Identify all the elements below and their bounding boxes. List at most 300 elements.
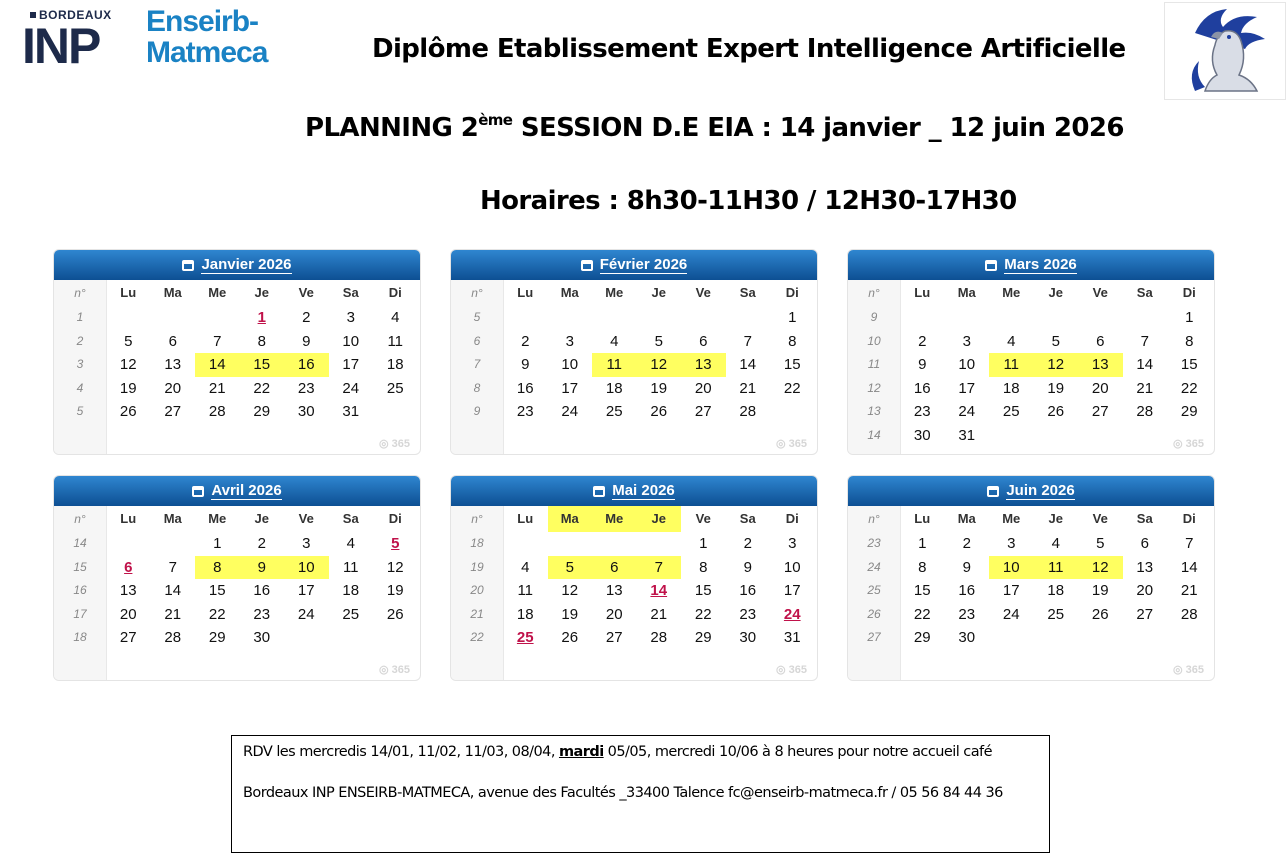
day-cell: 13 xyxy=(119,582,137,600)
day-cell: 11 xyxy=(342,558,359,576)
weekday-label: Me xyxy=(1002,511,1021,526)
weekday-label: Ve xyxy=(695,285,711,300)
week-row xyxy=(451,532,817,556)
day-cell: 26 xyxy=(650,403,668,421)
day-cell: 24 xyxy=(1002,605,1020,623)
day-cell: 10 xyxy=(958,356,976,374)
week-number: 17 xyxy=(73,606,87,621)
day-cell: 22 xyxy=(783,379,801,397)
day-cell xyxy=(900,306,945,330)
day-cell xyxy=(1078,306,1123,330)
planning-title-sup: ème xyxy=(478,111,513,129)
day-cell: 17 xyxy=(783,582,801,600)
day-cell: 2 xyxy=(257,535,266,552)
day-cell: 14 xyxy=(650,582,668,600)
month-title: Mars 2026 xyxy=(1004,256,1077,273)
day-cell: 5 xyxy=(124,332,133,350)
day-cell: 30 xyxy=(253,629,271,647)
calendar-icon xyxy=(192,486,204,497)
day-cell: 23 xyxy=(516,403,534,421)
day-cell xyxy=(1078,424,1123,448)
week-number: 10 xyxy=(867,333,881,348)
weekday-label: Lu xyxy=(517,511,534,526)
week-row xyxy=(54,579,420,603)
day-cell: 4 xyxy=(1007,332,1016,350)
day-cell: 19 xyxy=(119,379,137,397)
day-cell: 4 xyxy=(521,558,530,576)
day-cell: 9 xyxy=(240,556,285,580)
day-cell: 21 xyxy=(208,379,226,397)
day-cell xyxy=(548,532,593,556)
day-cell xyxy=(1078,626,1123,650)
day-cell: 6 xyxy=(168,332,177,350)
day-cell: 27 xyxy=(1136,605,1154,623)
calendar-month xyxy=(847,475,1215,681)
weekday-label: Je xyxy=(254,285,269,300)
day-cell: 31 xyxy=(958,426,976,444)
day-cell: 29 xyxy=(694,629,712,647)
month-title: Mai 2026 xyxy=(612,482,675,499)
day-cell xyxy=(151,532,196,556)
week-row xyxy=(54,556,420,580)
day-cell: 19 xyxy=(386,582,404,600)
day-cell xyxy=(329,626,374,650)
day-cell: 27 xyxy=(605,629,623,647)
week-number: 9 xyxy=(870,310,878,324)
day-cell: 3 xyxy=(788,535,797,552)
weekday-label: Sa xyxy=(342,285,359,300)
day-cell: 13 xyxy=(1136,558,1154,576)
day-cell: 1 xyxy=(213,535,222,552)
day-cell: 2 xyxy=(962,535,971,552)
day-cell: 10 xyxy=(783,558,801,576)
week-row xyxy=(848,377,1214,401)
week-row xyxy=(848,626,1214,650)
weekday-label: Ve xyxy=(298,511,314,526)
day-cell xyxy=(1034,424,1079,448)
day-cell: 23 xyxy=(913,403,931,421)
day-cell: 28 xyxy=(739,403,757,421)
day-cell: 25 xyxy=(1047,605,1065,623)
logo-inp-text: INP xyxy=(22,18,100,74)
day-cell: 25 xyxy=(1002,403,1020,421)
day-cell xyxy=(503,532,548,556)
week-row xyxy=(54,603,420,627)
day-cell: 26 xyxy=(1091,605,1109,623)
week-row xyxy=(451,556,817,580)
day-cell xyxy=(284,626,329,650)
day-cell: 12 xyxy=(1034,353,1079,377)
day-cell: 19 xyxy=(1091,582,1109,600)
day-cell: 29 xyxy=(913,629,931,647)
day-cell xyxy=(681,306,726,330)
day-cell: 28 xyxy=(1136,403,1154,421)
week-number: 5 xyxy=(76,404,84,419)
week-number-header: n° xyxy=(471,512,483,526)
day-cell: 4 xyxy=(346,535,355,552)
day-cell: 15 xyxy=(783,356,801,374)
day-cell: 30 xyxy=(913,426,931,444)
weekday-label: Ve xyxy=(1092,285,1108,300)
week-number: 26 xyxy=(867,606,881,621)
calendar-header xyxy=(848,476,1214,506)
weekday-label: Sa xyxy=(739,511,756,526)
week-number: 19 xyxy=(470,559,484,574)
week-row xyxy=(451,603,817,627)
day-cell: 6 xyxy=(699,332,708,350)
day-cell: 31 xyxy=(783,629,801,647)
week-row xyxy=(54,377,420,401)
day-cell: 25 xyxy=(516,629,534,647)
day-cell: 19 xyxy=(650,379,668,397)
day-cell xyxy=(1167,626,1212,650)
day-cell: 8 xyxy=(788,332,797,350)
day-cell: 24 xyxy=(561,403,579,421)
day-cell: 16 xyxy=(913,379,931,397)
day-cell: 10 xyxy=(284,556,329,580)
day-cell: 26 xyxy=(1047,403,1065,421)
day-cell xyxy=(503,306,548,330)
day-cell: 3 xyxy=(962,332,971,350)
day-cell: 31 xyxy=(342,403,360,421)
weekday-label: Sa xyxy=(1136,285,1153,300)
calendar-header xyxy=(451,476,817,506)
day-cell: 5 xyxy=(1051,332,1060,350)
calendar-month xyxy=(847,249,1215,455)
weekday-label: Di xyxy=(1182,285,1196,300)
logo-bordeaux-text: BORDEAUX xyxy=(30,8,112,22)
weekday-label: Di xyxy=(785,511,799,526)
weekday-label: Lu xyxy=(914,285,931,300)
day-cell: 16 xyxy=(284,353,329,377)
week-number: 14 xyxy=(867,427,881,442)
day-cell: 10 xyxy=(989,556,1034,580)
weekday-label: Je xyxy=(1048,285,1063,300)
day-cell: 29 xyxy=(208,629,226,647)
day-cell: 24 xyxy=(783,605,801,623)
weekday-label: Di xyxy=(1182,511,1196,526)
day-cell: 1 xyxy=(918,535,927,552)
day-cell: 29 xyxy=(1180,403,1198,421)
calendar-month xyxy=(53,249,421,455)
day-cell xyxy=(592,532,637,556)
weekday-label: Di xyxy=(388,285,402,300)
week-number-header: n° xyxy=(868,286,880,300)
week-row xyxy=(848,400,1214,424)
day-cell xyxy=(195,306,240,330)
week-row xyxy=(451,400,817,424)
info-box xyxy=(231,735,1050,853)
weekday-header-row xyxy=(54,506,420,532)
day-cell: 24 xyxy=(297,605,315,623)
day-cell xyxy=(726,306,771,330)
day-cell xyxy=(1123,306,1168,330)
day-cell: 28 xyxy=(650,629,668,647)
day-cell: 19 xyxy=(1047,379,1065,397)
info-line-2: Bordeaux INP ENSEIRB-MATMECA, avenue des Facultés _33400 Talence fc@enseirb-matmeca.fr / 05 56 84 44 36 xyxy=(243,785,1003,801)
day-cell: 6 xyxy=(1140,535,1149,552)
day-cell: 17 xyxy=(561,379,579,397)
day-cell: 29 xyxy=(253,403,271,421)
day-cell: 7 xyxy=(168,558,177,576)
day-cell: 5 xyxy=(654,332,663,350)
weekday-label: Ma xyxy=(560,285,579,300)
day-cell: 9 xyxy=(962,558,971,576)
day-cell: 22 xyxy=(208,605,226,623)
day-cell: 1 xyxy=(1185,309,1194,326)
day-cell: 7 xyxy=(213,332,222,350)
day-cell: 13 xyxy=(164,356,182,374)
day-cell: 23 xyxy=(297,379,315,397)
day-cell: 26 xyxy=(119,403,137,421)
day-cell: 22 xyxy=(694,605,712,623)
calendar-icon xyxy=(987,486,999,497)
week-row xyxy=(848,603,1214,627)
day-cell: 30 xyxy=(958,629,976,647)
month-title: Février 2026 xyxy=(599,256,688,273)
day-cell: 8 xyxy=(1185,332,1194,350)
day-cell: 4 xyxy=(610,332,619,350)
day-cell: 14 xyxy=(195,353,240,377)
week-number: 20 xyxy=(470,583,484,598)
day-cell: 8 xyxy=(918,558,927,576)
calendar-icon xyxy=(182,260,194,271)
day-cell: 18 xyxy=(516,605,534,623)
weekday-label: Ve xyxy=(1092,511,1108,526)
weekday-header-row xyxy=(451,506,817,532)
day-cell: 5 xyxy=(548,556,593,580)
day-cell: 6 xyxy=(592,556,637,580)
info-line1-bold: mardi xyxy=(558,744,604,760)
weekday-label: Ma xyxy=(548,506,593,532)
day-cell: 9 xyxy=(918,356,927,374)
day-cell: 11 xyxy=(387,332,404,350)
day-cell: 6 xyxy=(124,558,133,576)
week-row xyxy=(451,353,817,377)
weekday-label: Je xyxy=(1048,511,1063,526)
day-cell: 9 xyxy=(302,332,311,350)
weekday-label: Me xyxy=(208,511,227,526)
day-cell: 21 xyxy=(739,379,757,397)
month-title: Juin 2026 xyxy=(1006,482,1075,499)
logo-ens-line2: Matmeca xyxy=(146,36,268,69)
day-cell: 20 xyxy=(119,605,137,623)
day-cell: 5 xyxy=(1096,535,1105,552)
week-number: 22 xyxy=(470,630,484,645)
week-number: 7 xyxy=(473,357,481,372)
info-line1-a: RDV les mercredis 14/01, 11/02, 11/03, 08/04, xyxy=(243,744,559,760)
day-cell: 23 xyxy=(253,605,271,623)
weekday-label: Lu xyxy=(914,511,931,526)
day-cell: 18 xyxy=(1047,582,1065,600)
day-cell xyxy=(1034,306,1079,330)
day-cell: 21 xyxy=(164,605,182,623)
day-cell: 17 xyxy=(1002,582,1020,600)
griffin-logo-icon xyxy=(1164,2,1286,100)
day-cell: 21 xyxy=(1180,582,1198,600)
weekday-label: Sa xyxy=(342,511,359,526)
weekday-label: Ve xyxy=(298,285,314,300)
week-number: 6 xyxy=(473,333,481,348)
day-cell: 2 xyxy=(302,309,311,326)
day-cell: 22 xyxy=(253,379,271,397)
day-cell: 10 xyxy=(342,332,360,350)
day-cell: 20 xyxy=(694,379,712,397)
day-cell xyxy=(106,532,151,556)
week-row xyxy=(451,330,817,354)
day-cell: 25 xyxy=(386,379,404,397)
week-number: 4 xyxy=(76,380,84,395)
day-cell: 13 xyxy=(1078,353,1123,377)
day-cell: 3 xyxy=(565,332,574,350)
weekday-label: Je xyxy=(254,511,269,526)
day-cell: 1 xyxy=(699,535,708,552)
enseirb-matmeca-logo xyxy=(146,6,267,68)
month-title: Avril 2026 xyxy=(211,482,282,499)
day-cell: 18 xyxy=(386,356,404,374)
week-row xyxy=(54,353,420,377)
calendar-header xyxy=(54,476,420,506)
weekday-label: Di xyxy=(388,511,402,526)
week-row xyxy=(54,626,420,650)
day-cell: 13 xyxy=(681,353,726,377)
calendar-month xyxy=(53,475,421,681)
hours-title: Horaires : 8h30-11H30 / 12H30-17H30 xyxy=(480,186,1017,216)
day-cell: 24 xyxy=(958,403,976,421)
info-line-1 xyxy=(243,744,992,760)
week-row xyxy=(848,556,1214,580)
day-cell: 6 xyxy=(1096,332,1105,350)
info-line1-b: 05/05, mercredi 10/06 à 8 heures pour notre accueil café xyxy=(603,744,992,760)
day-cell: 26 xyxy=(386,605,404,623)
day-cell xyxy=(989,424,1034,448)
day-cell: 27 xyxy=(1091,403,1109,421)
day-cell xyxy=(637,532,682,556)
week-number: 24 xyxy=(867,559,881,574)
day-cell: 7 xyxy=(1185,535,1194,552)
day-cell: 12 xyxy=(119,356,137,374)
week-number: 9 xyxy=(473,404,481,419)
day-cell: 16 xyxy=(958,582,976,600)
day-cell: 28 xyxy=(208,403,226,421)
day-cell xyxy=(1034,626,1079,650)
week-number: 11 xyxy=(867,357,881,372)
week-number: 12 xyxy=(867,380,881,395)
day-cell: 12 xyxy=(637,353,682,377)
week-row xyxy=(54,400,420,424)
week-row xyxy=(54,330,420,354)
day-cell: 3 xyxy=(346,309,355,326)
day-cell: 4 xyxy=(1051,535,1060,552)
day-cell: 12 xyxy=(561,582,579,600)
week-number: 25 xyxy=(867,583,881,598)
week-number-header: n° xyxy=(471,286,483,300)
weekday-label: Je xyxy=(637,506,682,532)
day-cell: 22 xyxy=(913,605,931,623)
day-cell: 2 xyxy=(521,332,530,350)
day-cell: 24 xyxy=(342,379,360,397)
day-cell: 7 xyxy=(1140,332,1149,350)
day-cell: 16 xyxy=(253,582,271,600)
calendar-watermark: ◎ 365 xyxy=(1172,438,1204,450)
week-row xyxy=(451,626,817,650)
day-cell: 20 xyxy=(164,379,182,397)
bordeaux-inp-logo xyxy=(22,6,134,74)
week-row xyxy=(848,424,1214,448)
week-row xyxy=(848,306,1214,330)
week-number: 23 xyxy=(867,536,881,550)
day-cell: 2 xyxy=(743,535,752,552)
week-row xyxy=(848,330,1214,354)
weekday-label: Lu xyxy=(120,285,137,300)
week-number: 15 xyxy=(73,559,87,574)
weekday-header-row xyxy=(848,506,1214,532)
day-cell: 28 xyxy=(164,629,182,647)
weekday-label: Lu xyxy=(120,511,137,526)
day-cell xyxy=(373,400,418,424)
day-cell: 10 xyxy=(561,356,579,374)
day-cell: 3 xyxy=(302,535,311,552)
day-cell: 25 xyxy=(605,403,623,421)
day-cell: 8 xyxy=(257,332,266,350)
calendar-icon xyxy=(593,486,605,497)
page-title: Diplôme Etablissement Expert Intelligence Artificielle xyxy=(372,34,1126,64)
day-cell xyxy=(945,306,990,330)
day-cell: 21 xyxy=(1136,379,1154,397)
calendar-icon xyxy=(985,260,997,271)
day-cell: 28 xyxy=(1180,605,1198,623)
calendar-month xyxy=(450,475,818,681)
day-cell xyxy=(373,626,418,650)
day-cell: 1 xyxy=(788,309,797,326)
day-cell: 25 xyxy=(342,605,360,623)
weekday-header-row xyxy=(848,280,1214,306)
day-cell: 14 xyxy=(164,582,182,600)
day-cell: 11 xyxy=(989,353,1034,377)
week-number: 2 xyxy=(76,333,84,348)
week-number: 18 xyxy=(470,536,484,550)
week-row xyxy=(451,377,817,401)
day-cell: 9 xyxy=(521,356,530,374)
day-cell: 20 xyxy=(1091,379,1109,397)
logo-ens-line1: Enseirb- xyxy=(146,5,259,38)
weekday-header-row xyxy=(451,280,817,306)
day-cell: 26 xyxy=(561,629,579,647)
day-cell: 12 xyxy=(1078,556,1123,580)
planning-title xyxy=(305,111,1124,143)
day-cell: 12 xyxy=(386,558,404,576)
day-cell: 14 xyxy=(739,356,757,374)
day-cell xyxy=(1123,626,1168,650)
day-cell: 5 xyxy=(391,535,400,552)
day-cell: 7 xyxy=(743,332,752,350)
weekday-label: Sa xyxy=(1136,511,1153,526)
day-cell xyxy=(151,306,196,330)
day-cell: 20 xyxy=(1136,582,1154,600)
week-number: 21 xyxy=(470,606,484,621)
weekday-label: Me xyxy=(605,285,624,300)
day-cell: 8 xyxy=(699,558,708,576)
day-cell: 16 xyxy=(739,582,757,600)
planning-title-a: PLANNING 2 xyxy=(305,113,479,143)
day-cell: 4 xyxy=(391,309,400,326)
month-title: Janvier 2026 xyxy=(201,256,292,273)
day-cell: 17 xyxy=(958,379,976,397)
calendar-month xyxy=(450,249,818,455)
day-cell: 22 xyxy=(1180,379,1198,397)
weekday-label: Ve xyxy=(695,511,711,526)
calendar-icon xyxy=(581,260,593,271)
